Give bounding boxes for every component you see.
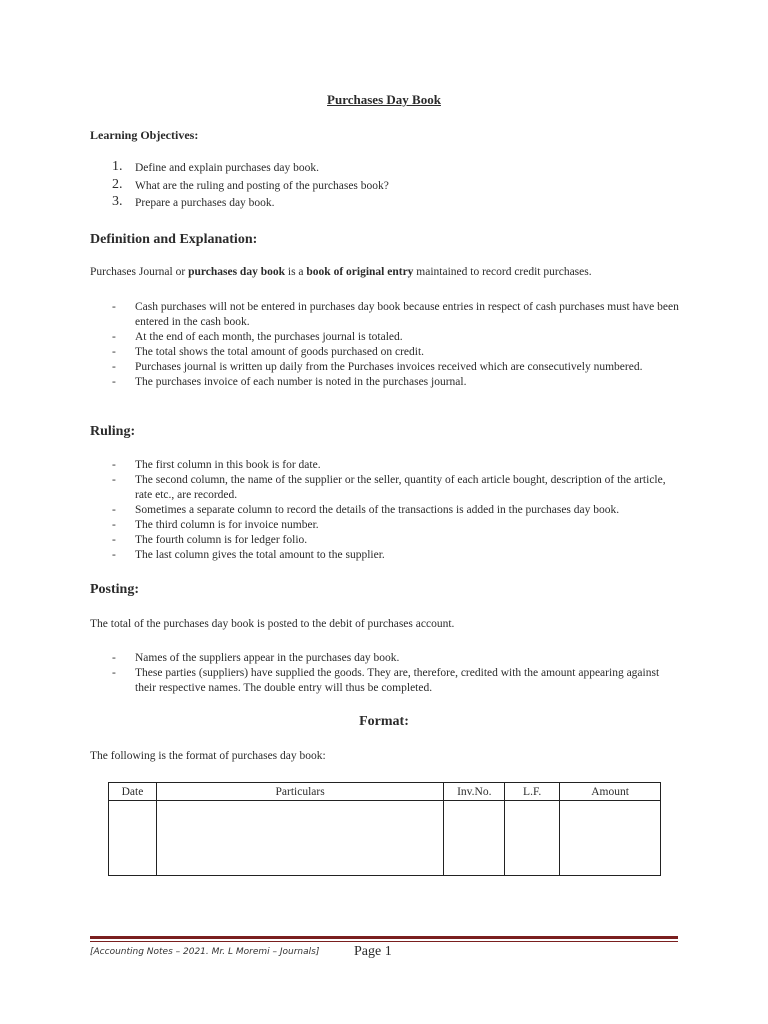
column-header-invoice-number: Inv.No. [444, 783, 505, 801]
list-item: - Cash purchases will not be entered in purchases day book because entries in respect of cash purchases must have been entered in the cash book. [112, 301, 679, 328]
list-item: - The first column in this book is for date. [112, 459, 321, 471]
footer-rule-thick [90, 936, 678, 939]
definition-paragraph: Purchases Journal or purchases day book is a book of original entry maintained to record credit purchases. [90, 266, 592, 278]
list-item: - These parties (suppliers) have supplied the goods. They are, therefore, credited with the amount appearing against their respective names. The double entry will thus be completed. [112, 667, 660, 694]
list-item: - The last column gives the total amount to the supplier. [112, 549, 385, 561]
list-item: - Names of the suppliers appear in the purchases day book. [112, 652, 400, 664]
table-cell [560, 801, 661, 876]
posting-paragraph: The total of the purchases day book is posted to the debit of purchases account. [90, 618, 455, 630]
list-item: - The purchases invoice of each number is noted in the purchases journal. [112, 376, 467, 388]
table-header-row [109, 783, 661, 801]
table-cell [109, 801, 157, 876]
list-item: - The fourth column is for ledger folio. [112, 534, 308, 546]
list-item: - Sometimes a separate column to record the details of the transactions is added in the purchases day book. [112, 504, 620, 516]
column-header-ledger-folio: L.F. [505, 783, 560, 801]
list-item: - The second column, the name of the supplier or the seller, quantity of each article bought, description of the article, rate etc., are recorded. [112, 474, 666, 501]
table-row [109, 801, 661, 876]
objectives-heading: Learning Objectives: [90, 128, 199, 142]
definition-bullets [90, 300, 680, 390]
table-cell [444, 801, 505, 876]
list-item: - The third column is for invoice number. [112, 519, 319, 531]
column-header-particulars: Particulars [156, 783, 443, 801]
table-cell [156, 801, 443, 876]
list-item: - The total shows the total amount of goods purchased on credit. [112, 346, 425, 358]
list-item: - Purchases journal is written up daily from the Purchases invoices received which are consecutively numbered. [112, 361, 643, 373]
definition-heading: Definition and Explanation: [90, 232, 258, 247]
footer-rule-thin [90, 941, 678, 942]
ruling-bullets [90, 458, 680, 563]
column-header-date: Date [109, 783, 157, 801]
list-item: - At the end of each month, the purchases journal is totaled. [112, 331, 403, 343]
posting-heading: Posting: [90, 582, 139, 597]
purchases-day-book-table [108, 782, 661, 876]
format-paragraph: The following is the format of purchases day book: [90, 750, 326, 762]
column-header-amount: Amount [560, 783, 661, 801]
posting-bullets [90, 651, 680, 696]
document-title: Purchases Day Book [327, 92, 441, 107]
page-number: Page 1 [354, 944, 392, 959]
format-heading: Format: [359, 714, 409, 729]
table-cell [505, 801, 560, 876]
ruling-heading: Ruling: [90, 424, 136, 439]
footer-note: [Accounting Notes – 2021. Mr. L Moremi – Journals] [90, 947, 320, 957]
